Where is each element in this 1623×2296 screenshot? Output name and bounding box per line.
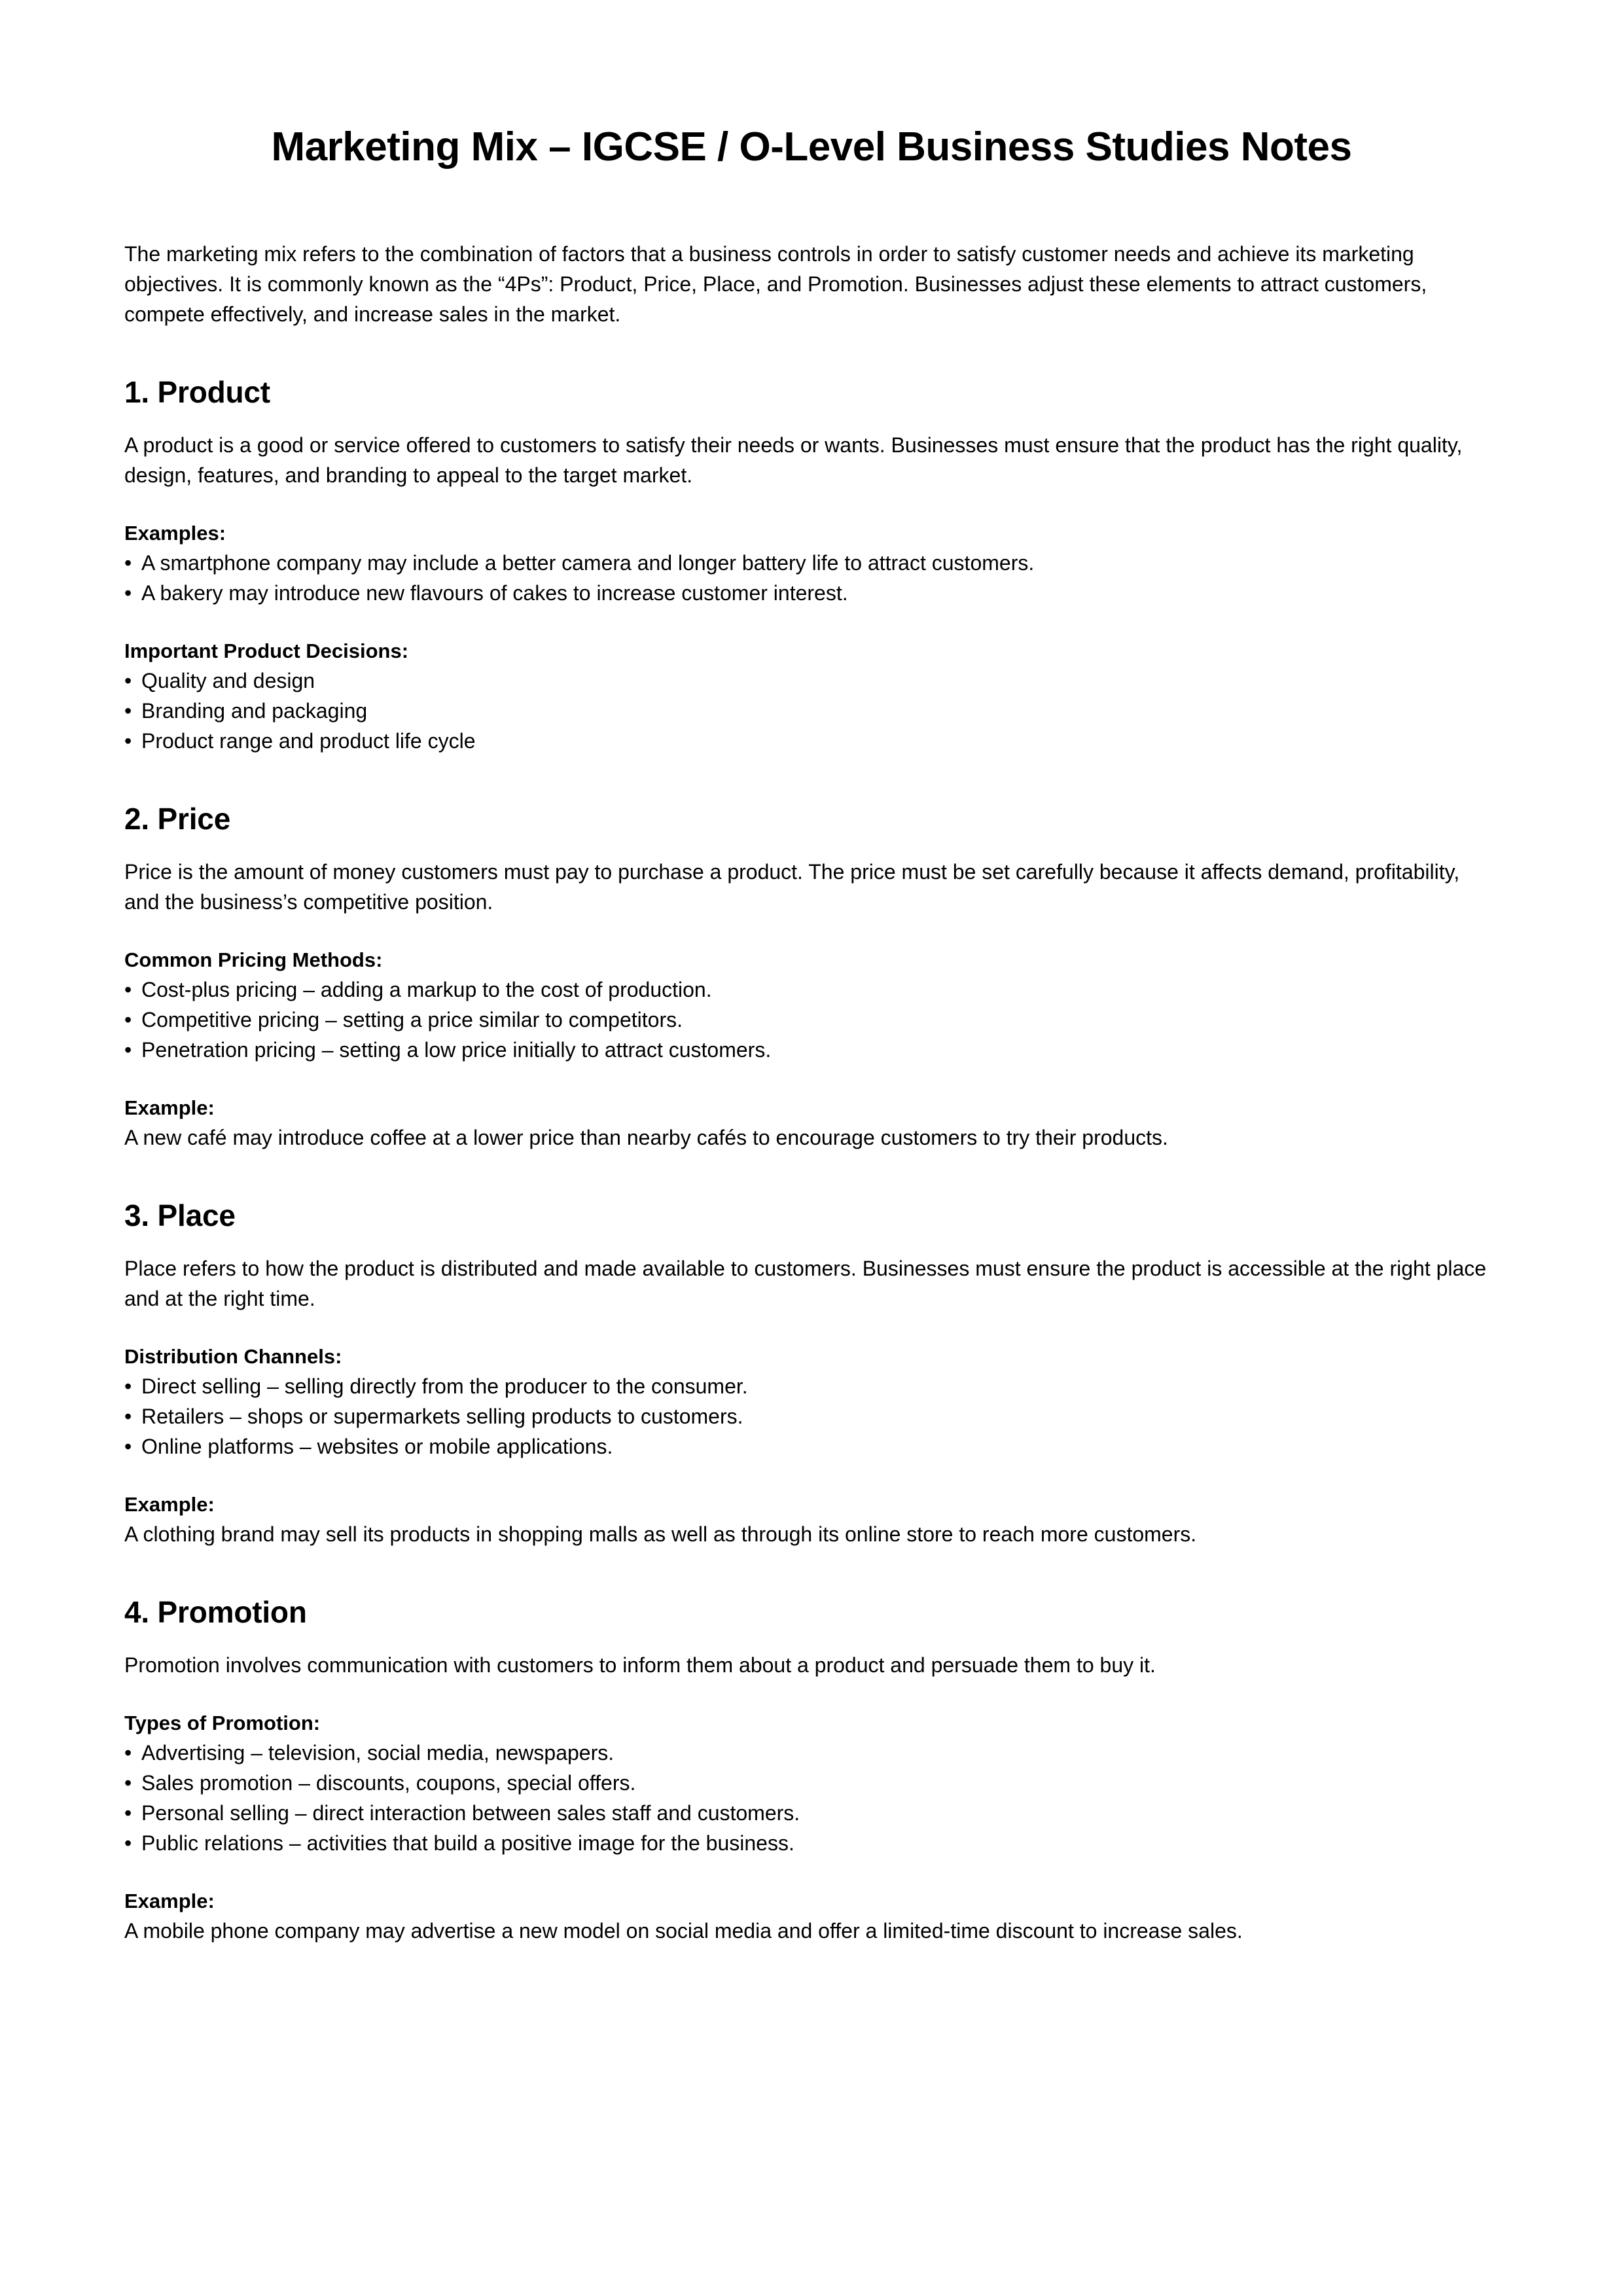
list-item-text: A bakery may introduce new flavours of cakes to increase customer interest.	[141, 581, 848, 605]
example-text: A new café may introduce coffee at a lower price than nearby cafés to encourage customers to try their products.	[124, 1126, 1168, 1150]
list-item-text: A smartphone company may include a better camera and longer battery life to attract customers.	[141, 551, 1035, 575]
bullet-icon: •	[124, 1831, 132, 1856]
bullet-icon: •	[124, 729, 132, 753]
bullet-icon: •	[124, 581, 132, 605]
list-item	[124, 726, 1499, 756]
subsection-label: Common Pricing Methods:	[124, 948, 383, 972]
list-item-text: Branding and packaging	[141, 699, 368, 723]
list-item-text: Cost-plus pricing – adding a markup to the cost of production.	[141, 978, 712, 1002]
list-item-text: Product range and product life cycle	[141, 729, 476, 753]
section-paragraph-promotion: Promotion involves communication with customers to inform them about a product and persuade them to buy it.	[124, 1653, 1156, 1677]
list-item-text: Competitive pricing – setting a price similar to competitors.	[141, 1008, 683, 1032]
subsection-product-examples	[124, 519, 1499, 608]
list-item	[124, 975, 1499, 1005]
bullet-icon: •	[124, 1374, 132, 1399]
list-item	[124, 1768, 1499, 1798]
list-item-text: Penetration pricing – setting a low price initially to attract customers.	[141, 1038, 772, 1062]
example-text: A mobile phone company may advertise a new model on social media and offer a limited-time discount to increase sales.	[124, 1919, 1243, 1943]
bullet-list-distribution-channels	[124, 1371, 1499, 1462]
subsection-label: Example:	[124, 1493, 215, 1516]
section-heading-price: 2. Price	[124, 802, 231, 836]
bullet-icon: •	[124, 1038, 132, 1062]
intro-text: The marketing mix refers to the combination of factors that a business controls in order to satisfy customer needs and achieve its marketing objectives. It is commonly known as the “4Ps”: Product, Price, Place, and Promotion. Businesses adjust these elements to attract customers, compete effectively, and increase sales in the market.	[124, 242, 1427, 327]
subsection-types-of-promotion	[124, 1709, 1499, 1858]
introduction-paragraph	[124, 239, 1499, 329]
list-item-text: Advertising – television, social media, newspapers.	[141, 1741, 615, 1765]
bullet-icon: •	[124, 1741, 132, 1765]
bullet-icon: •	[124, 1008, 132, 1032]
list-item	[124, 548, 1499, 578]
subsection-label: Important Product Decisions:	[124, 639, 409, 663]
bullet-icon: •	[124, 669, 132, 693]
subsection-price-example	[124, 1094, 1499, 1153]
list-item	[124, 1798, 1499, 1828]
list-item-text: Retailers – shops or supermarkets selling products to customers.	[141, 1405, 743, 1429]
bullet-icon: •	[124, 978, 132, 1002]
list-item-text: Sales promotion – discounts, coupons, special offers.	[141, 1771, 636, 1795]
section-paragraph-product: A product is a good or service offered to customers to satisfy their needs or wants. Businesses must ensure that the product has the right quality, design, features, and branding to appeal to the target market.	[124, 433, 1463, 487]
bullet-icon: •	[124, 1771, 132, 1795]
list-item	[124, 1035, 1499, 1065]
bullet-icon: •	[124, 1405, 132, 1429]
bullet-icon: •	[124, 551, 132, 575]
subsection-product-decisions	[124, 637, 1499, 756]
list-item	[124, 1371, 1499, 1401]
section-paragraph-place: Place refers to how the product is distributed and made available to customers. Businesses must ensure the product is accessible at the right place and at the right time.	[124, 1256, 1487, 1311]
list-item-text: Direct selling – selling directly from the producer to the consumer.	[141, 1374, 748, 1399]
bullet-list-product-examples	[124, 548, 1499, 608]
bullet-icon: •	[124, 1435, 132, 1459]
list-item-text: Quality and design	[141, 669, 315, 693]
subsection-pricing-methods	[124, 946, 1499, 1065]
subsection-place-example	[124, 1490, 1499, 1549]
subsection-label: Examples:	[124, 522, 226, 545]
page-title: Marketing Mix – IGCSE / O-Level Business Studies Notes	[271, 124, 1352, 170]
list-item	[124, 1401, 1499, 1431]
subsection-label: Example:	[124, 1096, 215, 1120]
section-heading-promotion: 4. Promotion	[124, 1595, 307, 1630]
bullet-list-pricing-methods	[124, 975, 1499, 1065]
bullet-list-product-decisions	[124, 666, 1499, 756]
list-item	[124, 666, 1499, 696]
list-item	[124, 1828, 1499, 1858]
bullet-icon: •	[124, 1801, 132, 1825]
subsection-label: Distribution Channels:	[124, 1345, 342, 1369]
list-item-text: Public relations – activities that build a positive image for the business.	[141, 1831, 794, 1856]
section-heading-product: 1. Product	[124, 375, 270, 410]
list-item	[124, 696, 1499, 726]
section-heading-place: 3. Place	[124, 1198, 236, 1233]
bullet-icon: •	[124, 699, 132, 723]
list-item-text: Online platforms – websites or mobile applications.	[141, 1435, 613, 1459]
example-text: A clothing brand may sell its products in shopping malls as well as through its online store to reach more customers.	[124, 1522, 1197, 1547]
list-item-text: Personal selling – direct interaction between sales staff and customers.	[141, 1801, 800, 1825]
subsection-label: Example:	[124, 1890, 215, 1913]
subsection-label: Types of Promotion:	[124, 1712, 321, 1735]
subsection-distribution-channels	[124, 1342, 1499, 1462]
list-item	[124, 1738, 1499, 1768]
list-item	[124, 1005, 1499, 1035]
section-paragraph-price: Price is the amount of money customers must pay to purchase a product. The price must be set carefully because it affects demand, profitability, and the business’s competitive position.	[124, 859, 1460, 914]
list-item	[124, 578, 1499, 608]
list-item	[124, 1431, 1499, 1462]
subsection-promotion-example	[124, 1887, 1499, 1946]
bullet-list-types-of-promotion	[124, 1738, 1499, 1858]
